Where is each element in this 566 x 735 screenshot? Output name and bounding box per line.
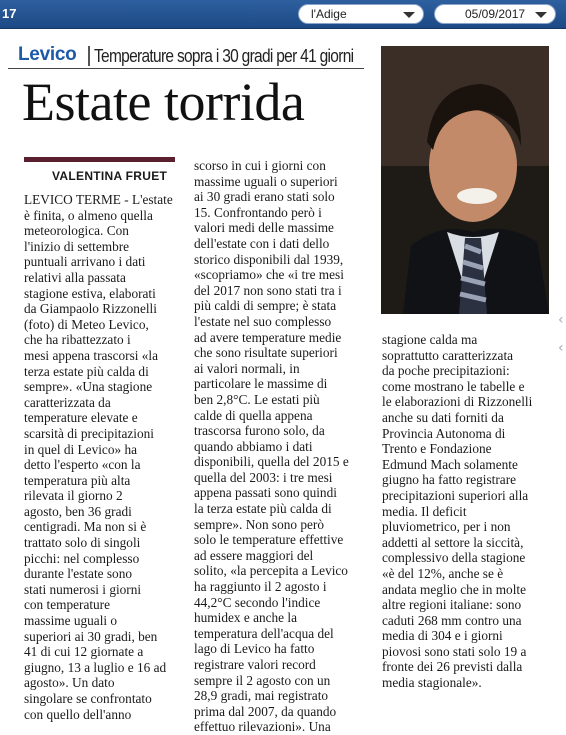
text-line: quella del 2003: i tre mesi (194, 469, 333, 485)
text-line: andata meglio che in molte (382, 581, 526, 597)
chevron-left-icon[interactable]: ‹ (558, 340, 564, 356)
text-line: puntuali arrivano i dati (24, 254, 146, 270)
text-line: scarsità di precipitazioni (24, 425, 154, 441)
text-line: stati numerosi i giorni (24, 581, 142, 597)
text-line: agosto, ben 36 gradi (24, 503, 132, 519)
text-line: (foto) di Meteo Levico, (24, 316, 149, 332)
text-line: quando abbiamo i dati (194, 438, 313, 454)
text-line: che sono risultate superiori (194, 345, 338, 361)
text-line: massime uguali o superiori (194, 173, 338, 189)
text-line: temperatura dell'acqua del (194, 625, 334, 641)
text-line: 44,2°C secondo l'indice (194, 594, 321, 610)
text-line: prima dal 2007, da quando (194, 703, 337, 719)
text-line: la terza estate più calda di (194, 501, 332, 517)
date-value: 05/09/2017 (465, 7, 526, 21)
article-kicker (8, 44, 368, 68)
text-line: effettuo rilevazioni». Una (194, 719, 331, 735)
text-line: solito, «la percepita a Levico (194, 563, 348, 579)
date-select[interactable] (434, 4, 556, 24)
article-column-1 (24, 192, 173, 722)
text-line: Provincia Autonoma di (382, 425, 506, 441)
text-line: ad avere temperature medie (194, 329, 342, 345)
text-line: trattato solo di singoli (24, 535, 141, 551)
text-line: appena passati sono quindi (194, 485, 337, 501)
text-line: stagione estiva, elaborati (24, 285, 156, 301)
text-line: con temperature (24, 597, 111, 613)
text-line: picchi: nel complesso (24, 550, 140, 566)
text-line: durante l'estate sono (24, 566, 132, 582)
text-line: media. Il deficit (382, 503, 467, 519)
text-line: solo le temperature effettive (194, 532, 344, 548)
text-line: con quello dell'anno (24, 706, 132, 722)
text-line: soprattutto caratterizzata (382, 347, 514, 363)
text-line: l'inizio di settembre (24, 238, 130, 254)
text-line: centigradi. Ma non si è (24, 519, 147, 535)
text-line: fronte dei 26 previsti dalla (382, 659, 523, 675)
text-line: dell'estate con i dati dello (194, 235, 330, 251)
text-line: LEVICO TERME - L'estate (24, 192, 173, 207)
text-line: da Giampaolo Rizzonelli (24, 301, 157, 317)
kicker-text: Temperature sopra i 30 gradi per 41 giorni (94, 46, 354, 66)
publication-value: l'Adige (311, 7, 347, 21)
text-line: massime uguali o (24, 613, 118, 629)
text-line: lago di Levico ha fatto (194, 641, 315, 657)
text-line: media di 304 e i giorni (382, 628, 503, 644)
top-toolbar (0, 0, 566, 29)
text-line: ben 2,8°C. Le estati più (194, 391, 320, 407)
chevron-left-icon[interactable]: ‹ (558, 312, 564, 328)
text-line: Edmund Mach solamente (382, 456, 518, 472)
text-line: mesi appena trascorsi «la (24, 347, 159, 363)
text-line: calde di quella appena (194, 407, 313, 423)
text-line: agosto». Un dato (24, 675, 115, 691)
text-line: singolare se confrontato (24, 691, 152, 706)
text-line: humidex e anche la (194, 610, 298, 626)
text-line: giugno ha fatto registrare (382, 472, 517, 488)
text-line: valori medi delle massime (194, 220, 334, 236)
text-line: sempre il 2 agosto con un (194, 672, 331, 688)
text-line: anche su dati forniti da (382, 409, 504, 425)
chevron-down-icon[interactable] (535, 12, 547, 18)
text-line: ha raggiunto il 2 agosto i (194, 579, 327, 595)
text-line: detto l'esperto «con la (24, 457, 141, 473)
text-line: particolare le massime di (194, 376, 328, 392)
text-line: meteorologica. Con (24, 223, 129, 239)
text-line: precipitazioni superiori alla (382, 487, 529, 503)
text-line: in quel di Levico» ha (24, 441, 137, 457)
text-line: Trento e Fondazione (382, 441, 492, 457)
text-line: che ha ribattezzato i (24, 332, 131, 348)
text-line: 28,9 gradi, mai registrato (194, 688, 329, 704)
text-line: media stagionale». (382, 675, 482, 691)
text-line: caratterizzata da (24, 394, 111, 410)
text-line: più caldi di sempre; è stata (194, 298, 337, 314)
article-column-3 (382, 332, 532, 691)
text-line: da poche precipitazioni: (382, 363, 510, 379)
text-line: caduti 268 mm contro una (382, 612, 522, 628)
headline: Estate torrida (22, 72, 305, 132)
text-line: giugno, 13 a luglio e 16 ad (24, 659, 167, 675)
text-line: storico disponibili dal 1939, (194, 251, 344, 267)
text-line: altre regioni italiane: sono (382, 597, 522, 613)
text-line: del 2017 non sono stati tra i (194, 282, 342, 298)
text-line: «è del 12%, anche se è (382, 565, 504, 581)
publication-select[interactable] (298, 4, 424, 24)
kicker-rule (8, 68, 364, 69)
text-line: le elaborazioni di Rizzonelli (382, 394, 533, 410)
text-line: superiori ai 30 gradi, ben (24, 628, 158, 644)
text-line: 15. Confrontando però i (194, 204, 322, 220)
text-line: rilevata il giorno 2 (24, 488, 123, 504)
text-line: temperatura più alta (24, 472, 131, 488)
article-column-2 (194, 158, 349, 735)
text-line: l'estate nel suo complesso (194, 313, 332, 329)
text-line: terza estate più calda di (24, 363, 149, 379)
text-line: temperature elevate e (24, 410, 138, 426)
text-line: pluviometrico, per i non (382, 519, 511, 535)
toolbar-year: 17 (2, 6, 17, 21)
text-line: relativi alla passata (24, 269, 126, 285)
place-label: Levico (18, 44, 77, 65)
kicker-divider (88, 46, 90, 66)
text-line: scorso in cui i giorni con (194, 158, 326, 173)
text-line: sempre». Non sono però (194, 516, 324, 532)
text-line: ad essere maggiori del (194, 547, 314, 563)
portrait-photo (381, 46, 549, 314)
text-line: trascorsa furono solo, da (194, 423, 325, 439)
author-bar (24, 157, 175, 162)
chevron-down-icon[interactable] (403, 12, 415, 18)
text-line: registrare valori record (194, 657, 316, 672)
text-line: come mostrano le tabelle e (382, 378, 525, 394)
text-line: stagione calda ma (382, 332, 478, 347)
text-line: «scopriamo» che «i tre mesi (194, 267, 344, 283)
text-line: ai valori normali, in (194, 360, 300, 376)
text-line: ai 30 gradi erano stati solo (194, 189, 335, 205)
text-line: addetti al settore la siccità, (382, 534, 524, 550)
text-line: piovosi sono stati solo 19 a (382, 643, 527, 659)
text-line: è finita, o almeno quella (24, 207, 153, 223)
text-line: sempre». «Una stagione (24, 379, 153, 395)
author-name: VALENTINA FRUET (52, 169, 168, 183)
text-line: 41 di cui 12 giornate a (24, 644, 144, 660)
text-line: disponibili, quella del 2015 e (194, 454, 349, 470)
text-line: complessivo della stagione (382, 550, 526, 566)
